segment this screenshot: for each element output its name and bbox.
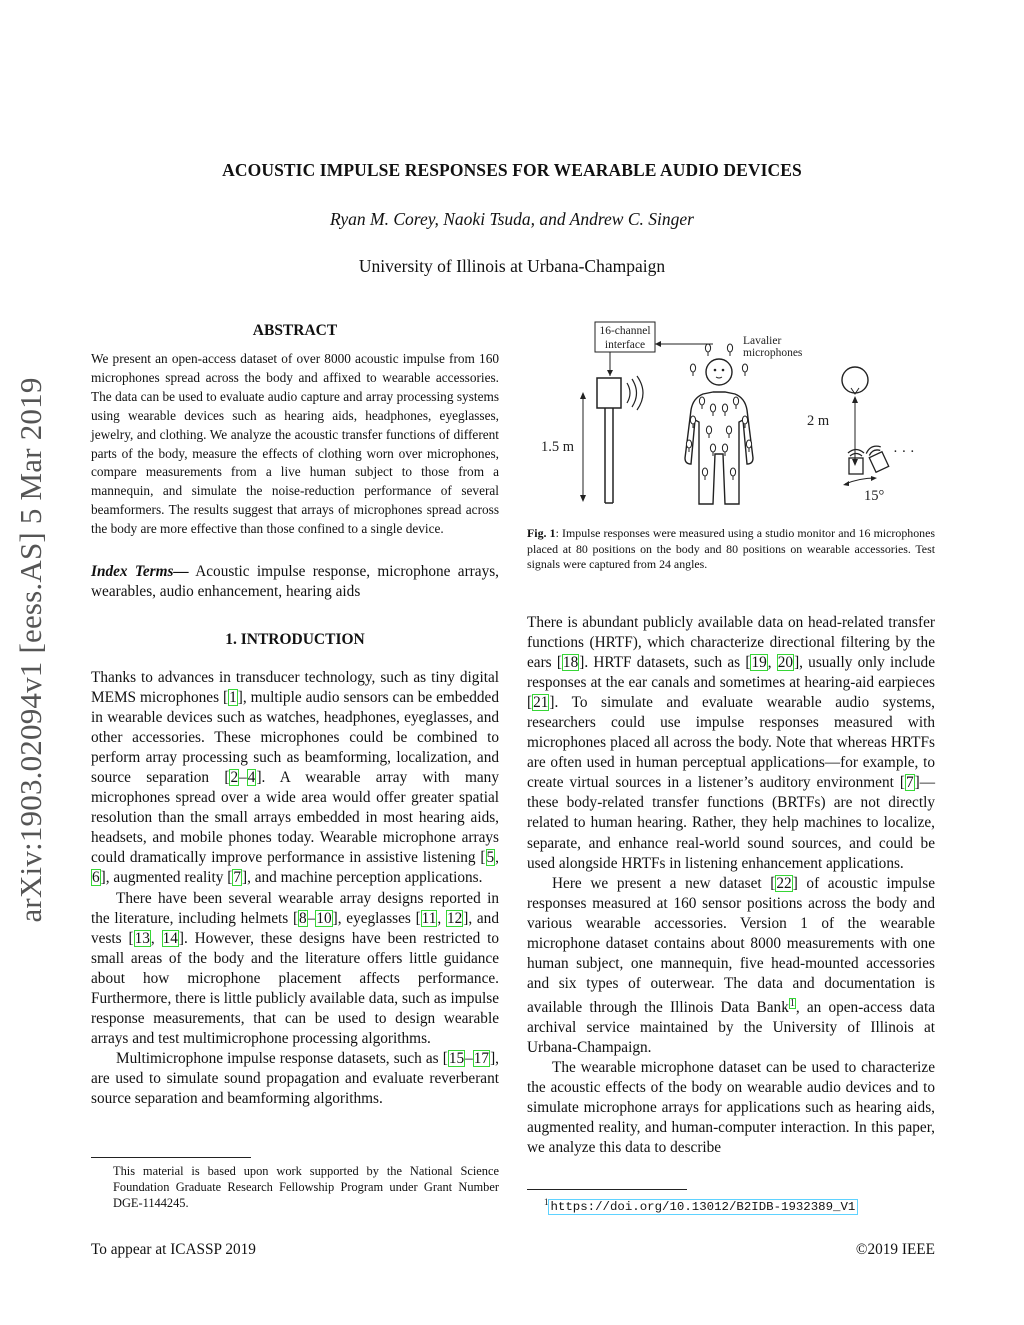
footnote-link[interactable]: 1	[789, 997, 795, 1009]
citation-link[interactable]: 8	[299, 909, 307, 927]
microphone-icon	[702, 468, 707, 476]
citation-link[interactable]: 4	[247, 769, 256, 787]
index-terms-text: Acoustic impulse response, microphone arrays, wearables, audio enhancement, hearing aids	[91, 563, 499, 600]
arxiv-id: arXiv:1903.02094v1 [eess.AS] 5 Mar 2019	[13, 377, 48, 923]
lavalier-label-1: Lavalier	[743, 335, 782, 347]
microphone-icon	[742, 364, 747, 372]
intro-paragraph-5: Here we present a new dataset [22] of acoustic impulse responses measured at 160 sensor positions across the body and various wearable accessories. Version 1 of the wearable microphone dataset contains about 8000 measurements with one human subject, one mannequin, five head-mounted accessories and six types of outerwear. The data and documentation is available through the Illinois Data Bank$^1$, an open-access data archival service maintained by the University of Illinois at Urbana-Champaign.	[527, 874, 936, 1057]
index-terms	[91, 562, 499, 602]
microphone-icon	[690, 416, 695, 424]
caption-label: Fig. 1	[527, 526, 556, 540]
citation-link[interactable]: 2	[230, 769, 239, 787]
abstract-heading: ABSTRACT	[252, 322, 338, 339]
microphone-icon	[686, 440, 691, 448]
angle-label: 15°	[864, 488, 885, 504]
paper-title: ACOUSTIC IMPULSE RESPONSES FOR WEARABLE AUDIO DEVICES	[222, 160, 802, 180]
arxiv-stamp	[6, 350, 56, 950]
ellipsis-label: · · ·	[893, 444, 915, 460]
intro-paragraph-2: There have been several wearable array designs reported in the literature, including helmets [8–10], eyeglasses [11, 12], and vests [13, 14]. However, these designs have been restricted to small areas of the body and the literature offers little guidance about how microphone placement affects performance. Furthermore, there is little publicly available data, such as impulse response measurements, that can be used to design wearable arrays and test multimicrophone processing algorithms.	[91, 889, 500, 1047]
intro-paragraph-1: Thanks to advances in transducer technology, such as tiny digital MEMS microphones [1], multiple audio sensors can be embedded in wearable devices such as watches, headphones, eyeglasses, and other accessories. These microphones could be combined to perform array processing such as beamforming, localization, and source separation [2–4]. A wearable array with many microphones spread over a wide area would offer greater spatial resolution than the small arrays embedded in most hearing aids, headsets, and mobile phones today. Wearable microphone arrays could dramatically improve performance in assistive listening [5, 6], augmented reality [7], and machine perception applications.	[91, 669, 499, 887]
paper-authors: Ryan M. Corey, Naoki Tsuda, and Andrew C. Singer	[330, 209, 694, 229]
footnote-mark: 1	[544, 1197, 549, 1207]
paper-affiliation: University of Illinois at Urbana-Champaign	[358, 256, 666, 276]
citation-link[interactable]: 12	[446, 909, 463, 927]
speaker-positions	[848, 444, 890, 474]
intro-paragraph-3: Multimicrophone impulse response datasets, such as [15–17], are used to simulate sound propagation and evaluate reverberant source separation and beamforming algorithms.	[91, 1049, 499, 1107]
microphone-icon	[699, 397, 704, 405]
footer-left: To appear at ICASSP 2019	[91, 1241, 256, 1258]
funding-footnote: This material is based upon work supported by the National Science Foundation Graduate Research Fellowship Program under Grant Number DGE-1144245.	[113, 1164, 499, 1210]
microphone-icon	[722, 444, 727, 452]
citation-link[interactable]: 11	[421, 909, 437, 927]
eye	[714, 369, 717, 372]
microphone-icon	[726, 426, 731, 434]
human-figure	[685, 359, 753, 504]
microphone-icon	[705, 344, 710, 352]
angle-arc	[845, 478, 875, 484]
footer-right: ©2019 IEEE	[855, 1241, 935, 1258]
mouth	[716, 377, 722, 378]
microphone-icon	[706, 426, 711, 434]
citation-link[interactable]: 6	[92, 869, 100, 887]
microphone-icon	[722, 404, 727, 412]
interface-label-2: interface	[604, 339, 646, 351]
citation-link[interactable]: 15	[448, 1049, 465, 1067]
citation-link[interactable]: 20	[777, 654, 794, 672]
interface-label-1: 16-channel	[599, 325, 651, 337]
arrow-icon	[607, 370, 613, 376]
distance-label: 2 m	[807, 413, 830, 429]
microphone-icons	[686, 344, 751, 480]
citation-link[interactable]: 1	[229, 689, 237, 707]
citation-link[interactable]: 13	[134, 929, 150, 947]
citation-link[interactable]: 18	[562, 654, 579, 672]
intro-paragraph-6: The wearable microphone dataset can be used to characterize the acoustic effects of the body on wearable audio devices and to simulate microphone arrays for applications such as hearing aids, augmented reality, and human-computer interaction. In this paper, we analyze this data to describe	[527, 1059, 935, 1157]
microphone-icon	[733, 397, 738, 405]
citation-link[interactable]: 7	[233, 869, 241, 887]
footnote-rule	[91, 1157, 251, 1158]
speaker-icon	[597, 378, 621, 408]
figure-1-caption	[527, 526, 935, 573]
citation-link[interactable]: 21	[533, 694, 549, 712]
url-footnote	[544, 1194, 935, 1215]
speaker-height-label: 1.5 m	[541, 439, 575, 455]
right-column	[527, 613, 935, 1158]
eye	[722, 369, 725, 372]
figure-1	[527, 318, 935, 523]
citation-link[interactable]: 7	[905, 774, 914, 792]
citation-link[interactable]: 17	[473, 1049, 490, 1067]
citation-link[interactable]: 22	[776, 874, 792, 892]
abstract-text: We present an open-access dataset of over 8000 acoustic impulse from 160 microphones spread across the body and affixed to wearable accessories. The data can be used to evaluate audio capture and array processing systems using wearable devices such as hearing aids, headphones, eyeglasses, jewelry, and clothing. We analyze the acoustic transfer functions of different parts of the body, measure the effects of clothing worn over microphones, compare measurements from a live human subject to those from a mannequin, and simulate the noise-reduction performance of several beamformers. The results suggest that arrays of microphones spread across the body are more effective than those confined to a single device.	[91, 351, 499, 537]
citation-link[interactable]: 5	[486, 849, 495, 867]
microphone-icon	[727, 344, 732, 352]
microphone-icon	[690, 364, 695, 372]
index-terms-label: Index Terms—	[91, 563, 189, 580]
doi-link[interactable]: https://doi.org/10.13012/B2IDB-1932389_V1	[550, 1200, 856, 1215]
microphone-icon	[746, 440, 751, 448]
head-top-view	[842, 367, 868, 393]
microphone-icon	[710, 444, 715, 452]
lavalier-label-2: microphones	[743, 347, 803, 359]
citation-link[interactable]: 10	[316, 909, 332, 927]
citation-link[interactable]: 19	[751, 654, 767, 672]
microphone-icon	[742, 416, 747, 424]
caption-text: : Impulse responses were measured using a studio monitor and 16 microphones placed at 80 positions on the body and 80 positions on wearable accessories. Test signals were captured from 24 angles.	[527, 526, 936, 572]
section-heading-intro: 1. INTRODUCTION	[225, 631, 365, 648]
intro-paragraph-4: There is abundant publicly available data on head-related transfer functions (HRTF), which characterize directional filtering by the ears [18]. HRTF datasets, such as [19, 20], usually only include responses at the ear canals and sometimes at hearing-aid earpieces [21]. To simulate and evaluate wearable audio systems, researchers could use impulse responses measured with microphones placed all across the body. Note that whereas HRTFs are often used in human perceptual applications—for example, to create virtual sources in a listener’s auditory environment [7]—these body-related transfer functions (BRTFs) are not directly related to human hearing. Rather, they help machines to localize, separate, and enhance real-world sound sources, and could be used alongside HRTFs in listening enhancement applications.	[527, 614, 935, 872]
arrow-icon	[655, 341, 661, 347]
microphone-icon	[730, 468, 735, 476]
citation-link[interactable]: 14	[162, 929, 178, 947]
footnote-rule	[527, 1189, 687, 1190]
left-column	[91, 668, 499, 1109]
arrow-icon	[843, 476, 877, 486]
microphone-icon	[710, 404, 715, 412]
sound-waves-icon	[627, 376, 643, 410]
